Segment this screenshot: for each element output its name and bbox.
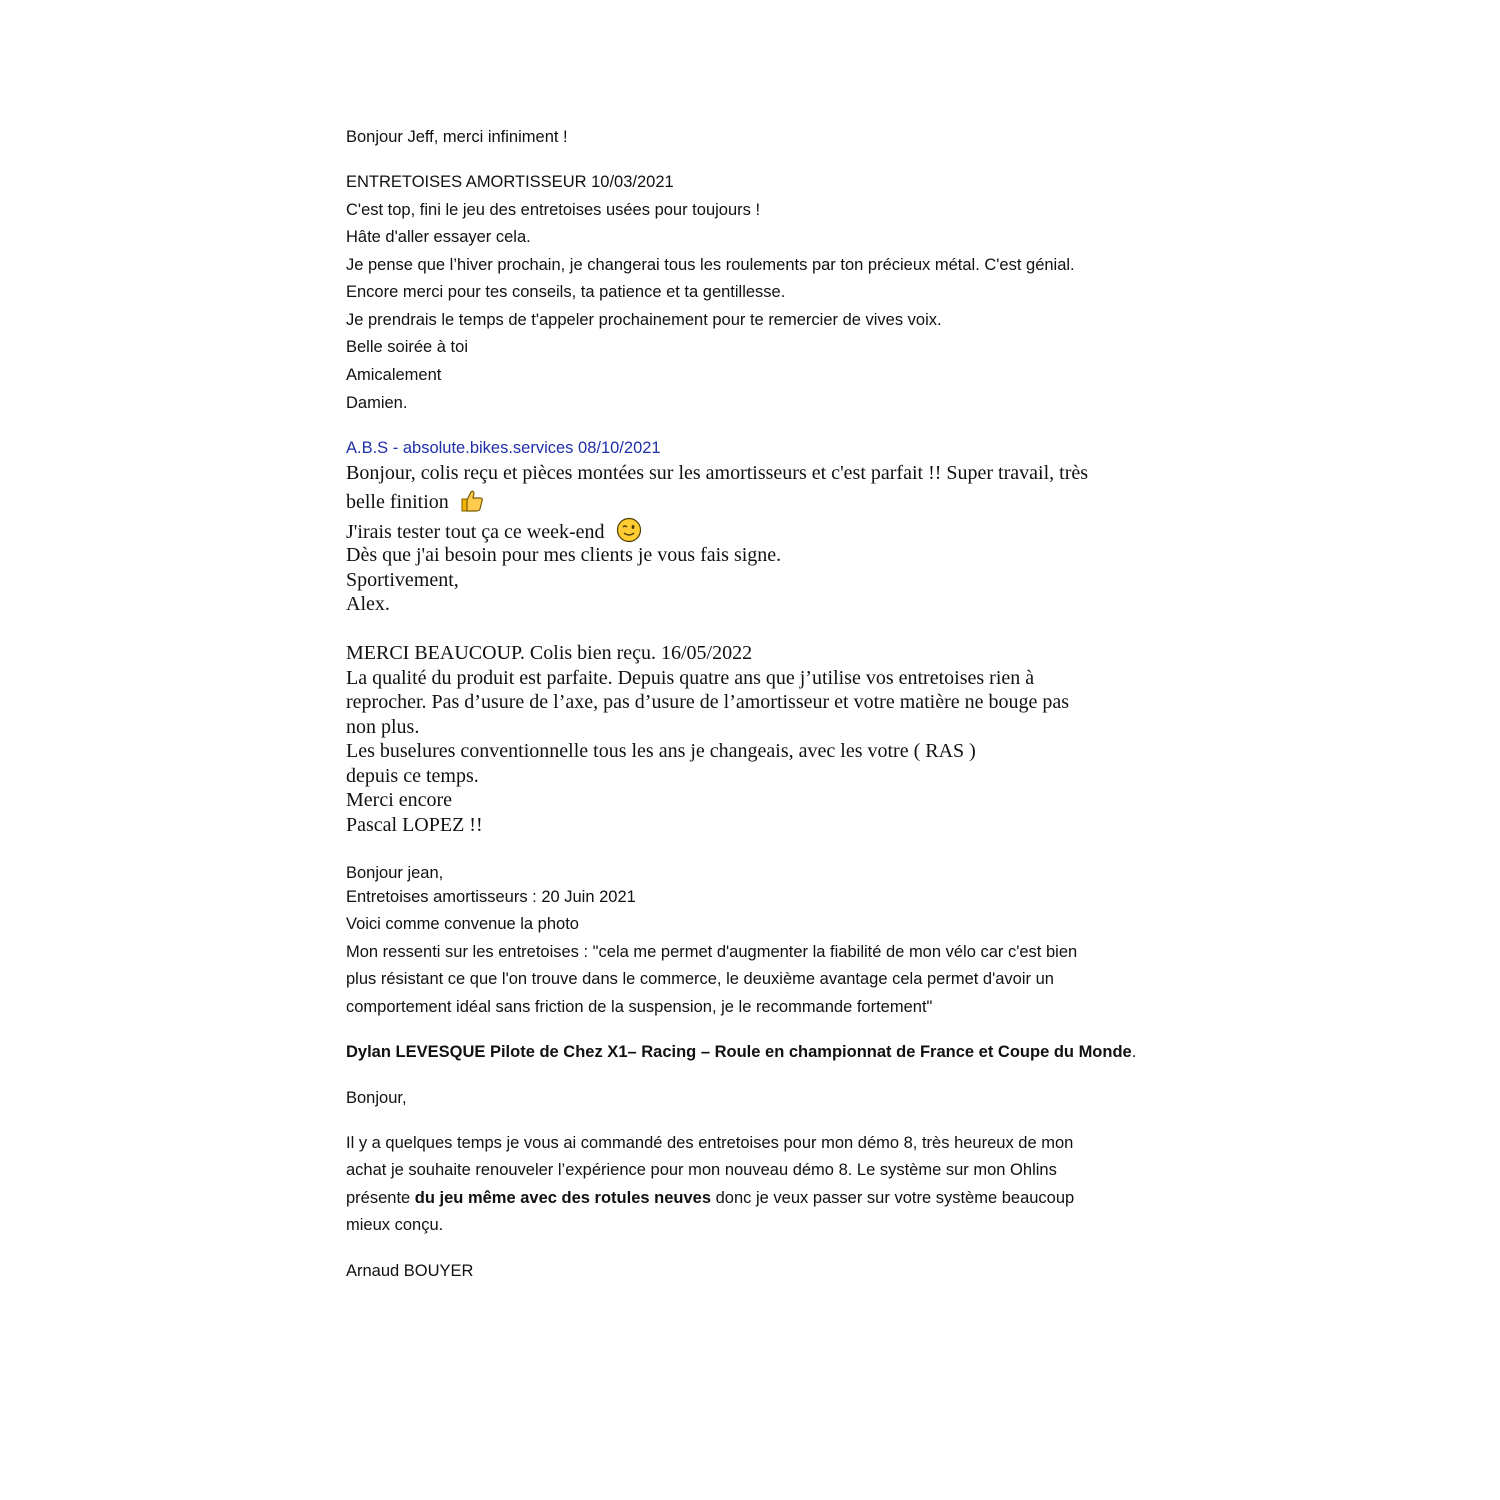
review3-line: La qualité du produit est parfaite. Depuis quatre ans que j’utilise vos entretoises rien à	[346, 667, 1035, 689]
review5-line: Il y a quelques temps je vous ai commandé des entretoises pour mon démo 8, très heureux de mon	[346, 1134, 1074, 1152]
review1-line: Je pense que l’hiver prochain, je changerai tous les roulements par ton précieux métal. C'est génial.	[346, 256, 1075, 274]
review3-line: non plus.	[346, 716, 420, 738]
review4-line: Voici comme convenue la photo	[346, 915, 579, 933]
review2-line: Sportivement,	[346, 569, 459, 591]
review5-line-end: donc je veux passer sur votre système beaucoup	[711, 1189, 1075, 1207]
review1-greeting: Bonjour Jeff, merci infiniment !	[346, 128, 568, 146]
review1-line: Hâte d'aller essayer cela.	[346, 228, 531, 246]
review1-line: C'est top, fini le jeu des entretoises usées pour toujours !	[346, 201, 761, 219]
review4-heading: Entretoises amortisseurs : 20 Juin 2021	[346, 888, 636, 906]
review1-line: Encore merci pour tes conseils, ta patience et ta gentillesse.	[346, 283, 786, 301]
review2-line: Dès que j'ai besoin pour mes clients je vous fais signe.	[346, 544, 782, 566]
review3-line: Les buselures conventionnelle tous les ans je changeais, avec les votre ( RAS )	[346, 740, 976, 762]
review2-line-with-icon	[346, 489, 484, 519]
review2-signature: Alex.	[346, 593, 390, 615]
review1-heading: ENTRETOISES AMORTISSEUR 10/03/2021	[346, 173, 674, 191]
review2-line: J'irais tester tout ça ce week-end	[346, 521, 605, 543]
thumbs-up-icon	[460, 489, 484, 519]
review5-line-with-emphasis	[346, 1189, 1074, 1208]
review4-line: Mon ressenti sur les entretoises : "cela me permet d'augmenter la fiabilité de mon vélo car c'est bien	[346, 943, 1078, 961]
review5-line: achat je souhaite renouveler l’expérience pour mon nouveau démo 8. Le système sur mon Ohlins	[346, 1161, 1057, 1179]
review1-signature: Damien.	[346, 394, 408, 412]
review5-greeting: Bonjour,	[346, 1089, 407, 1107]
review5-line: mieux conçu.	[346, 1216, 444, 1234]
review4-signature: Dylan LEVESQUE Pilote de Chez X1– Racing – Roule en championnat de France et Coupe du Monde	[346, 1043, 1132, 1061]
review1-line: Je prendrais le temps de t'appeler prochainement pour te remercier de vives voix.	[346, 311, 942, 329]
review5-emphasis: du jeu même avec des rotules neuves	[414, 1189, 712, 1207]
review3-line: Merci encore	[346, 789, 453, 811]
review4-line: comportement idéal sans friction de la suspension, je le recommande fortement"	[346, 998, 933, 1016]
review1-line: Belle soirée à toi	[346, 338, 468, 356]
review1-line: Amicalement	[346, 366, 442, 384]
review5-signature: Arnaud BOUYER	[346, 1262, 474, 1280]
review3-heading: MERCI BEAUCOUP. Colis bien reçu. 16/05/2022	[346, 642, 753, 664]
review4-greeting: Bonjour jean,	[346, 864, 444, 882]
review4-signature-end: .	[1131, 1043, 1137, 1061]
review3-line: reprocher. Pas d’usure de l’axe, pas d’usure de l’amortisseur et votre matière ne bouge pas	[346, 691, 1070, 713]
review2-line: belle finition	[346, 491, 449, 513]
review2-heading: A.B.S - absolute.bikes.services 08/10/2021	[346, 439, 661, 457]
review3-line: depuis ce temps.	[346, 765, 479, 787]
review3-signature: Pascal LOPEZ !!	[346, 814, 483, 836]
review4-signature-line	[346, 1043, 1136, 1062]
review4-line: plus résistant ce que l'on trouve dans le commerce, le deuxième avantage cela permet d'avoir un	[346, 970, 1054, 988]
review5-line-start: présente	[346, 1189, 415, 1207]
review2-line: Bonjour, colis reçu et pièces montées sur les amortisseurs et c'est parfait !! Super travail, très	[346, 462, 1089, 484]
